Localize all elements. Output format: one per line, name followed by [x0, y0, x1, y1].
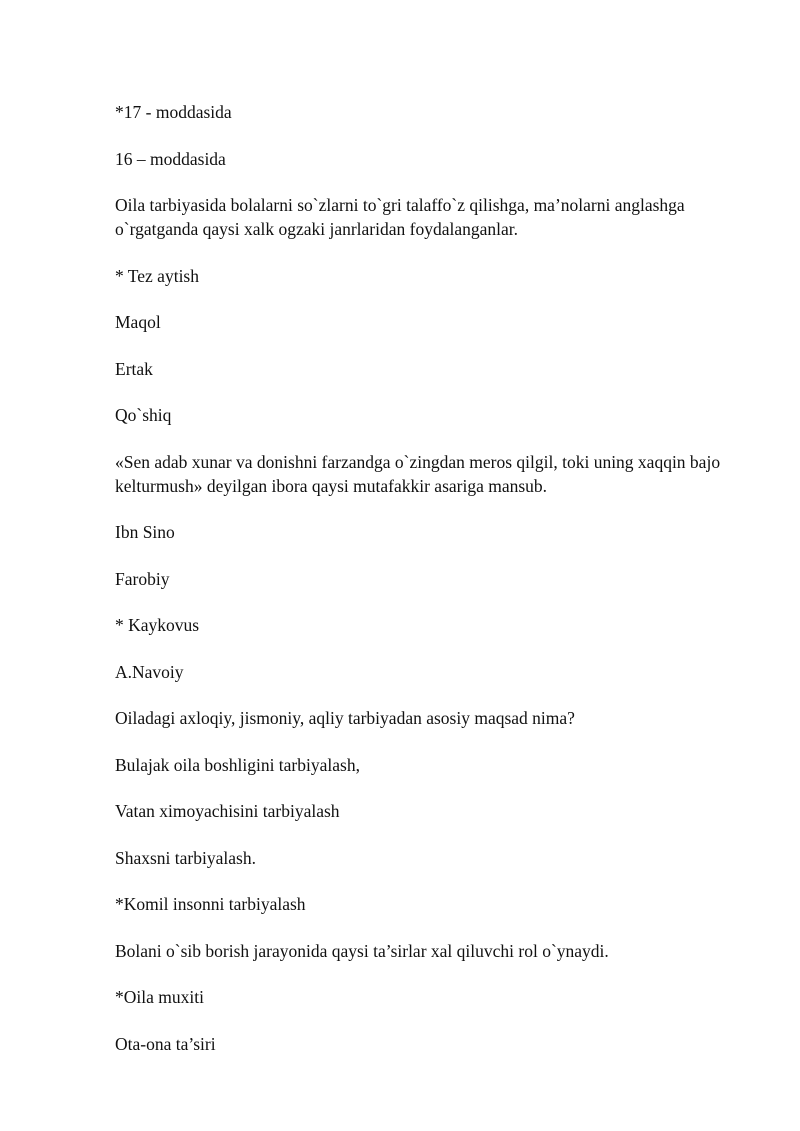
question-text: Oila tarbiyasida bolalarni so`zlarni to`gri talaffo`z qilishga, ma’nolarni anglashga o`rgatganda qaysi xalk ogzaki janrlaridan foydalanganlar. [115, 195, 685, 239]
question-text: Bolani o`sib borish jarayonida qaysi ta’sirlar xal qiluvchi rol o`ynaydi. [115, 940, 609, 961]
answer-option: Bulajak oila boshligini tarbiyalash, [115, 754, 360, 775]
answer-option: A.Navoiy [115, 661, 184, 682]
answer-option: *Komil insonni tarbiyalash [115, 894, 306, 914]
answer-option: Qo`shiq [115, 405, 172, 425]
answer-option: 16 – moddasida [115, 148, 226, 169]
answer-option: Maqol [115, 312, 161, 332]
answer-option: Ibn Sino [115, 522, 175, 542]
answer-option: *17 - moddasida [115, 102, 232, 122]
answer-option: * Tez aytish [115, 265, 199, 286]
answer-option: Farobiy [115, 568, 170, 589]
answer-option: Ertak [115, 358, 153, 379]
answer-option: Shaxsni tarbiyalash. [115, 847, 256, 868]
document-body [115, 100, 740, 1078]
answer-option: *Oila muxiti [115, 987, 204, 1007]
answer-option: * Kaykovus [115, 615, 200, 635]
answer-option: Ota-ona ta’siri [115, 1033, 216, 1054]
question-text: Oiladagi axloqiy, jismoniy, aqliy tarbiyadan asosiy maqsad nima? [115, 708, 575, 728]
answer-option: Vatan ximoyachisini tarbiyalash [115, 801, 340, 821]
question-text: «Sen adab xunar va donishni farzandga o`zingdan meros qilgil, toki uning xaqqin bajo kelturmush» deyilgan ibora qaysi mutafakkir asariga mansub. [115, 451, 721, 496]
